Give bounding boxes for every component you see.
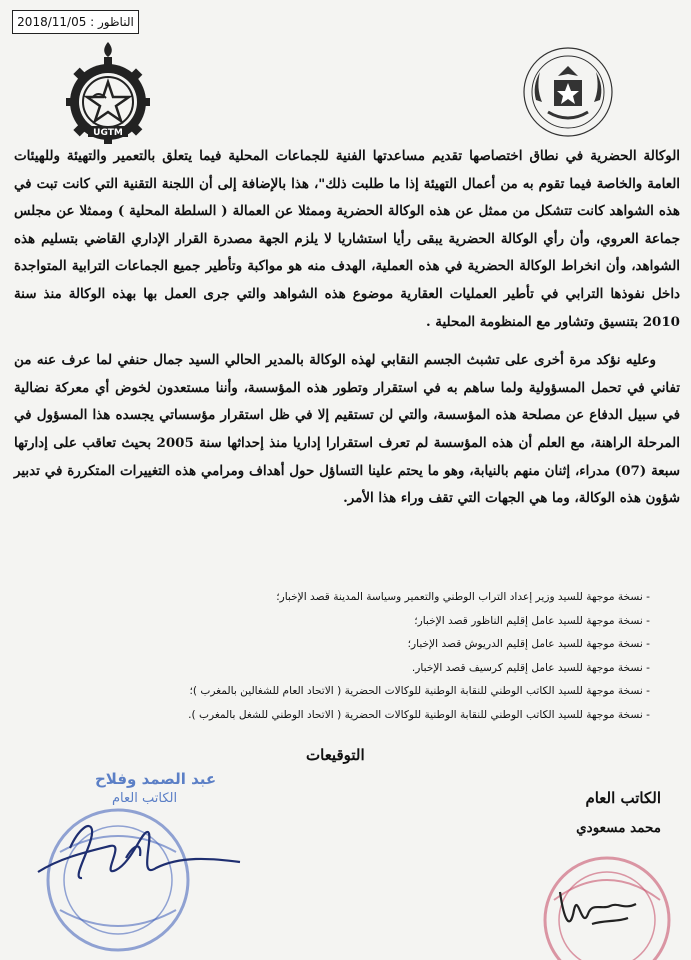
- ugtm-logo-text: UGTM: [93, 128, 123, 138]
- union-emblem-logo: [522, 46, 614, 138]
- secretary-general-title: الكاتب العام: [585, 789, 661, 807]
- faded-stamp-name: عبد الصمد وفلاح: [95, 770, 217, 788]
- secretary-general-name: محمد مسعودي: [576, 820, 661, 836]
- copy-item: - نسخة موجهة للسيد عامل إقليم كرسيف قصد الإخبار.: [80, 657, 650, 681]
- red-stamp-signature: [532, 840, 677, 960]
- copy-item: - نسخة موجهة للسيد الكاتب الوطني للنقابة الوطنية للوكالات الحضرية ( الاتحاد الوطني للشغل بالمغرب ).: [80, 704, 650, 728]
- paragraph-2: وعليه نؤكد مرة أخرى على تشبث الجسم النقابي لهذه الوكالة بالمدير الحالي السيد جمال حنفي لما عرف عنه من تفاني في تحمل المسؤولية ولما ساهم به في استقرار وتطور هذه المؤسسة، وأننا مستعدون لخوض أي معركة نضالية في سبيل الدفاع عن مصلحة هذه المؤسسة، والتي لن تستقيم إلا في ظل استقرار مؤسساتي يجسده هذا المسؤول في المرحلة الراهنة، مع العلم أن هذه المؤسسة لم تعرف استقرارا إداريا منذ إحداثها سنة 2005 بحيث تعاقب على إدارتها سبعة (07) مدراء، إثنان منهم بالنيابة، وهو ما يحتم علينا التساؤل حول أهداف ومرامي هذه التغييرات المتكررة في تدبير شؤون هذه الوكالة، وما هي الجهات التي تقف وراء هذا الأمر.: [14, 352, 680, 507]
- date-box: الناظور : 2018/11/05: [12, 10, 139, 34]
- ugtm-logo: [58, 40, 158, 148]
- copies-list: [80, 586, 650, 727]
- blue-stamp-signature: [30, 760, 245, 960]
- copy-item: - نسخة موجهة للسيد عامل إقليم الدريوش قصد الإخبار؛: [80, 633, 650, 657]
- paragraph-1: الوكالة الحضرية في نطاق اختصاصها تقديم مساعدتها الفنية للجماعات المحلية فيما يتعلق بالتعمير والتهيئة وللهيئات العامة والخاصة فيما تقوم به من أعمال التهيئة إذا ما طلبت ذلك"، هذا بالإضافة إلى أن اللجنة التقنية التي كانت تبت في هذه الشواهد كانت تتشكل من ممثل عن هذه الوكالة الحضرية وممثلا عن العمالة ( السلطة المحلية ) وممثلا عن مجلس جماعة العروي، وأن رأي الوكالة الحضرية يبقى رأيا استشاريا لا يلزم الجهة مصدرة القرار الإداري القاضي بتسليم هذه الشواهد، وأن انخراط الوكالة الحضرية في هذه العملية، الهدف منه هو مواكبة وتأطير جميع الجماعات الترابية المتواجدة داخل نفوذها الترابي في تأطير العمليات العقارية موضوع هذه الشواهد والتي جرى العمل بها بهذه الوكالة منذ سنة 2010 بتنسيق وتشاور مع المنظومة المحلية .: [14, 148, 680, 330]
- copy-item: - نسخة موجهة للسيد الكاتب الوطني للنقابة الوطنية للوكالات الحضرية ( الاتحاد العام للشغالين بالمغرب )؛: [80, 680, 650, 704]
- faded-stamp-title: الكاتب العام: [112, 791, 178, 806]
- copy-item: - نسخة موجهة للسيد عامل إقليم الناظور قصد الإخبار؛: [80, 610, 650, 634]
- copy-item: - نسخة موجهة للسيد وزير إعداد التراب الوطني والتعمير وسياسة المدينة قصد الإخبار؛: [80, 586, 650, 610]
- letter-body: [14, 143, 680, 513]
- signatures-heading: التوقيعات: [306, 746, 365, 764]
